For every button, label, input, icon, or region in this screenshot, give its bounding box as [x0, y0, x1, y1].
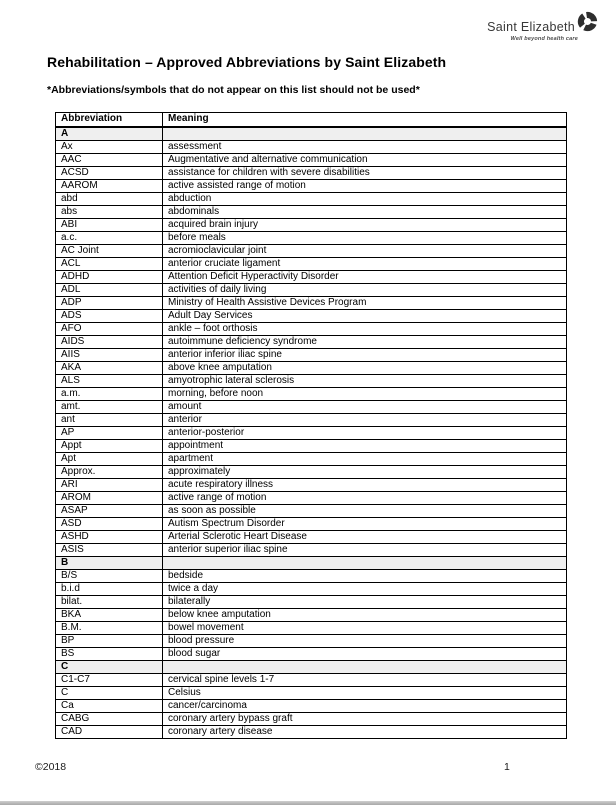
meaning-cell: active assisted range of motion	[163, 179, 567, 192]
meaning-cell: assessment	[163, 140, 567, 153]
meaning-cell: before meals	[163, 231, 567, 244]
table-row	[56, 257, 567, 270]
abbreviation-cell: Ax	[56, 140, 163, 153]
table-row	[56, 296, 567, 309]
abbreviation-cell: Appt	[56, 439, 163, 452]
table-row	[56, 673, 567, 686]
table-row	[56, 569, 567, 582]
meaning-cell: above knee amputation	[163, 361, 567, 374]
meaning-cell: amount	[163, 400, 567, 413]
abbreviation-cell: AAC	[56, 153, 163, 166]
abbreviation-cell: B.M.	[56, 621, 163, 634]
meaning-cell: coronary artery bypass graft	[163, 712, 567, 725]
table-row	[56, 634, 567, 647]
table-row	[56, 725, 567, 738]
meaning-cell: bowel movement	[163, 621, 567, 634]
table-row	[56, 218, 567, 231]
meaning-cell: Attention Deficit Hyperactivity Disorder	[163, 270, 567, 283]
abbreviation-cell: CAD	[56, 725, 163, 738]
table-row	[56, 491, 567, 504]
meaning-cell: anterior superior iliac spine	[163, 543, 567, 556]
meaning-cell: acquired brain injury	[163, 218, 567, 231]
abbreviation-cell: a.c.	[56, 231, 163, 244]
meaning-cell: below knee amputation	[163, 608, 567, 621]
meaning-cell: acute respiratory illness	[163, 478, 567, 491]
abbreviation-cell: b.i.d	[56, 582, 163, 595]
abbreviation-cell: AC Joint	[56, 244, 163, 257]
abbreviation-cell: ABI	[56, 218, 163, 231]
usage-note: *Abbreviations/symbols that do not appear on this list should not be used*	[47, 84, 420, 96]
table-row	[56, 244, 567, 257]
table-row	[56, 582, 567, 595]
swirl-logo-icon	[577, 11, 598, 32]
meaning-cell: autoimmune deficiency syndrome	[163, 335, 567, 348]
abbreviation-cell: amt.	[56, 400, 163, 413]
abbreviation-cell: ASAP	[56, 504, 163, 517]
page-title: Rehabilitation – Approved Abbreviations by Saint Elizabeth	[47, 54, 447, 70]
table-header-row	[56, 113, 567, 127]
table-row	[56, 166, 567, 179]
meaning-cell: appointment	[163, 439, 567, 452]
abbreviation-cell: Apt	[56, 452, 163, 465]
meaning-cell	[163, 660, 567, 673]
meaning-cell: abduction	[163, 192, 567, 205]
abbreviation-cell: AP	[56, 426, 163, 439]
meaning-cell: anterior cruciate ligament	[163, 257, 567, 270]
abbreviation-cell: C	[56, 660, 163, 673]
saint-elizabeth-logo	[487, 11, 598, 42]
abbreviation-cell: abd	[56, 192, 163, 205]
meaning-cell: Ministry of Health Assistive Devices Program	[163, 296, 567, 309]
abbreviation-cell: BS	[56, 647, 163, 660]
table-row	[56, 309, 567, 322]
copyright-text: ©2018	[35, 761, 67, 773]
table-row	[56, 478, 567, 491]
meaning-cell: blood sugar	[163, 647, 567, 660]
meaning-cell: anterior	[163, 413, 567, 426]
abbreviation-cell: B	[56, 556, 163, 569]
abbreviation-cell: AROM	[56, 491, 163, 504]
table-row	[56, 530, 567, 543]
table-row	[56, 439, 567, 452]
abbreviation-cell: ARI	[56, 478, 163, 491]
meaning-cell: Celsius	[163, 686, 567, 699]
table-row	[56, 699, 567, 712]
logo-wordmark: Saint Elizabeth	[487, 20, 575, 34]
abbreviation-cell: Ca	[56, 699, 163, 712]
meaning-cell: activities of daily living	[163, 283, 567, 296]
meaning-cell: anterior inferior iliac spine	[163, 348, 567, 361]
abbreviation-cell: ADS	[56, 309, 163, 322]
page-number: 1	[504, 761, 510, 773]
abbreviation-cell: B/S	[56, 569, 163, 582]
meaning-cell: cervical spine levels 1-7	[163, 673, 567, 686]
abbreviation-cell: AIIS	[56, 348, 163, 361]
abbreviation-cell: ADP	[56, 296, 163, 309]
abbreviation-cell: A	[56, 127, 163, 141]
abbreviation-cell: abs	[56, 205, 163, 218]
abbreviation-cell: AIDS	[56, 335, 163, 348]
meaning-cell: blood pressure	[163, 634, 567, 647]
abbreviation-cell: AKA	[56, 361, 163, 374]
table-row	[56, 543, 567, 556]
meaning-cell: Arterial Sclerotic Heart Disease	[163, 530, 567, 543]
meaning-cell: bedside	[163, 569, 567, 582]
table-row	[56, 712, 567, 725]
meaning-cell: active range of motion	[163, 491, 567, 504]
table-row	[56, 595, 567, 608]
abbreviation-cell: AAROM	[56, 179, 163, 192]
meaning-cell: assistance for children with severe disabilities	[163, 166, 567, 179]
abbreviation-cell: ALS	[56, 374, 163, 387]
table-row	[56, 374, 567, 387]
table-row	[56, 387, 567, 400]
table-row	[56, 400, 567, 413]
section-row-B	[56, 556, 567, 569]
table-row	[56, 179, 567, 192]
meaning-cell: approximately	[163, 465, 567, 478]
meaning-cell: ankle – foot orthosis	[163, 322, 567, 335]
table-row	[56, 153, 567, 166]
table-row	[56, 231, 567, 244]
table-row	[56, 140, 567, 153]
table-row	[56, 335, 567, 348]
meaning-cell: amyotrophic lateral sclerosis	[163, 374, 567, 387]
table-row	[56, 270, 567, 283]
abbreviation-cell: BP	[56, 634, 163, 647]
table-row	[56, 465, 567, 478]
page-edge-shadow	[0, 801, 616, 805]
meaning-cell: coronary artery disease	[163, 725, 567, 738]
abbreviation-cell: ADHD	[56, 270, 163, 283]
table-row	[56, 283, 567, 296]
meaning-cell: acromioclavicular joint	[163, 244, 567, 257]
meaning-cell: as soon as possible	[163, 504, 567, 517]
abbreviation-cell: a.m.	[56, 387, 163, 400]
meaning-cell: morning, before noon	[163, 387, 567, 400]
abbreviation-cell: CABG	[56, 712, 163, 725]
abbreviation-cell: C1-C7	[56, 673, 163, 686]
abbreviation-cell: ADL	[56, 283, 163, 296]
logo-tagline: Well beyond health care	[510, 35, 578, 42]
table-row	[56, 426, 567, 439]
table-row	[56, 608, 567, 621]
abbreviation-cell: C	[56, 686, 163, 699]
meaning-cell: abdominals	[163, 205, 567, 218]
abbreviation-cell: ASD	[56, 517, 163, 530]
abbreviation-cell: ACSD	[56, 166, 163, 179]
meaning-cell: anterior-posterior	[163, 426, 567, 439]
abbreviation-cell: bilat.	[56, 595, 163, 608]
abbreviation-cell: AFO	[56, 322, 163, 335]
meaning-cell	[163, 127, 567, 141]
abbreviation-cell: Approx.	[56, 465, 163, 478]
abbreviation-cell: ant	[56, 413, 163, 426]
table-row	[56, 348, 567, 361]
abbreviation-cell: ASIS	[56, 543, 163, 556]
section-row-A	[56, 127, 567, 141]
table-row	[56, 504, 567, 517]
abbreviation-cell: ASHD	[56, 530, 163, 543]
table-row	[56, 205, 567, 218]
meaning-cell: Autism Spectrum Disorder	[163, 517, 567, 530]
meaning-cell: cancer/carcinoma	[163, 699, 567, 712]
table-row	[56, 413, 567, 426]
table-row	[56, 517, 567, 530]
meaning-cell: Augmentative and alternative communication	[163, 153, 567, 166]
meaning-cell: bilaterally	[163, 595, 567, 608]
meaning-cell: Adult Day Services	[163, 309, 567, 322]
abbreviation-cell: ACL	[56, 257, 163, 270]
meaning-cell: apartment	[163, 452, 567, 465]
meaning-cell	[163, 556, 567, 569]
table-row	[56, 647, 567, 660]
table-row	[56, 621, 567, 634]
abbreviation-cell: BKA	[56, 608, 163, 621]
table-row	[56, 686, 567, 699]
table-row	[56, 322, 567, 335]
table-row	[56, 361, 567, 374]
abbreviations-table	[55, 112, 567, 739]
section-row-C	[56, 660, 567, 673]
column-header-abbreviation: Abbreviation	[56, 113, 163, 127]
meaning-cell: twice a day	[163, 582, 567, 595]
table-row	[56, 192, 567, 205]
table-row	[56, 452, 567, 465]
column-header-meaning: Meaning	[163, 113, 567, 127]
